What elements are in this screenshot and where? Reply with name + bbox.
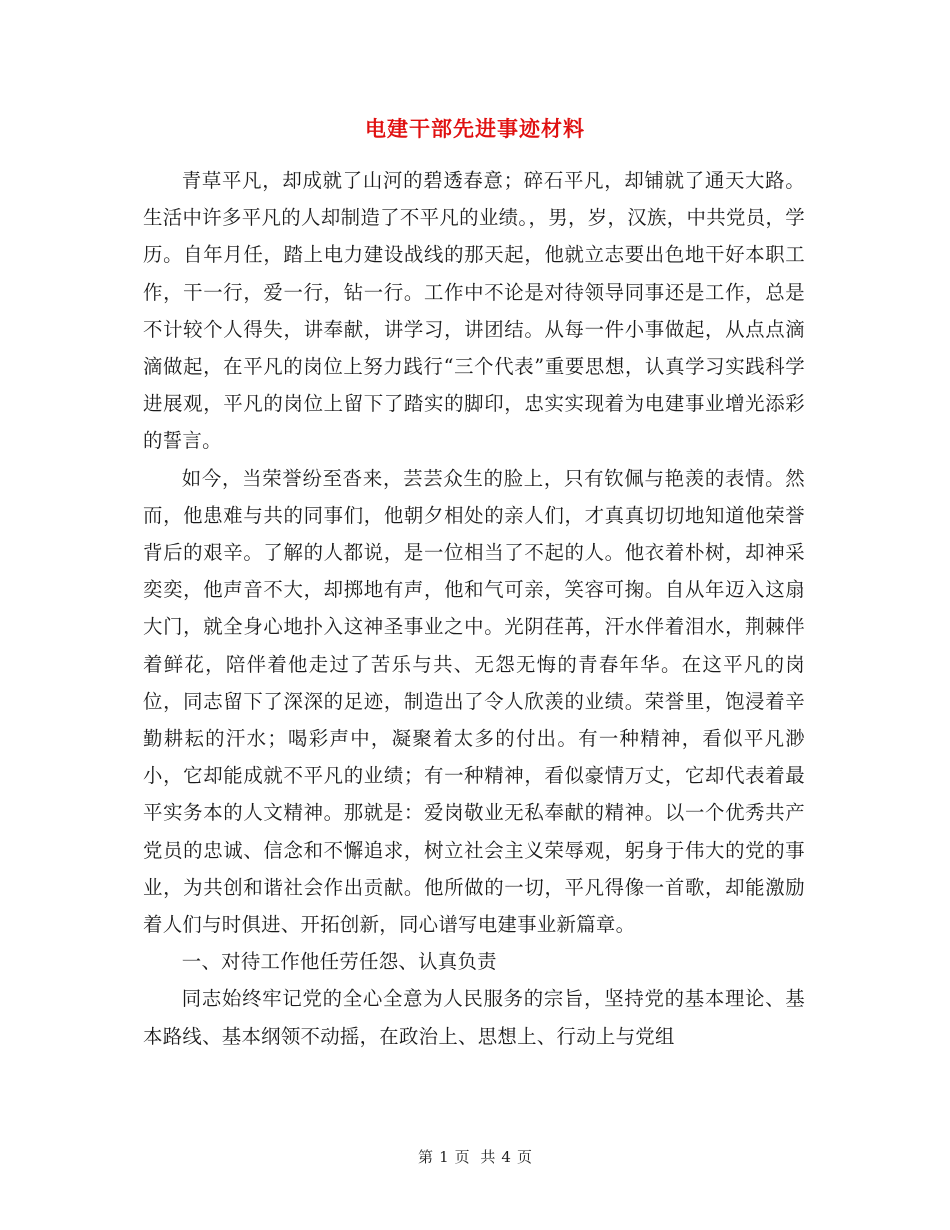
section-heading: 一、对待工作他任劳任怨、认真负责: [181, 950, 497, 974]
document-body: [143, 162, 805, 1055]
footer-prefix: 第: [418, 1148, 434, 1166]
footer-page-number: 1: [439, 1148, 449, 1166]
footer-total-pages: 4: [501, 1148, 511, 1166]
paragraph-intro: 青草平凡，却成就了山河的碧透春意；碎石平凡，却铺就了通天大路。生活中许多平凡的人却制造了不平凡的业绩。，男，岁，汉族，中共党员，学历。自年月任，踏上电力建设战线的那天起，他就立志要出色地干好本职工作，干一行，爱一行，钻一行。工作中不论是对待领导同事还是工作，总是不计较个人得失，讲奉献，讲学习，讲团结。从每一件小事做起，从点点滴滴做起，在平凡的岗位上努力践行“三个代表”重要思想，认真学习实践科学进展观，平凡的岗位上留下了踏实的脚印，忠实实现着为电建事业增光添彩的誓言。: [143, 169, 805, 453]
footer-suffix: 页: [516, 1148, 532, 1166]
page-footer: [0, 1146, 950, 1168]
document-title: 电建干部先进事迹材料: [365, 117, 585, 141]
footer-middle: 页 共: [454, 1148, 496, 1166]
paragraph-honor: 如今，当荣誉纷至沓来，芸芸众生的脸上，只有钦佩与艳羡的表情。然而，他患难与共的同事们，他朝夕相处的亲人们，才真真切切地知道他荣誉背后的艰辛。了解的人都说，是一位相当了不起的人。他衣着朴树，却神采奕奕，他声音不大，却掷地有声，他和气可亲，笑容可掬。自从年迈入这扇大门，就全身心地扑入这神圣事业之中。光阴荏苒，汗水伴着泪水，荆棘伴着鲜花，陪伴着他走过了苦乐与共、无怨无悔的青春年华。在这平凡的岗位，同志留下了深深的足迹，制造出了令人欣羡的业绩。荣誉里，饱浸着辛勤耕耘的汗水；喝彩声中，凝聚着太多的付出。有一种精神，看似平凡渺小，它却能成就不平凡的业绩；有一种精神，看似豪情万丈，它却代表着最平实务本的人文精神。那就是：爱岗敬业无私奉献的精神。以一个优秀共产党员的忠诚、信念和不懈追求，树立社会主义荣辱观，躬身于伟大的党的事业，为共创和谐社会作出贡献。他所做的一切，平凡得像一首歌，却能激励着人们与时俱进、开拓创新，同心谱写电建事业新篇章。: [143, 466, 805, 937]
paragraph-section-1: 同志始终牢记党的全心全意为人民服务的宗旨，坚持党的基本理论、基本路线、基本纲领不动摇，在政治上、思想上、行动上与党组: [143, 987, 805, 1048]
